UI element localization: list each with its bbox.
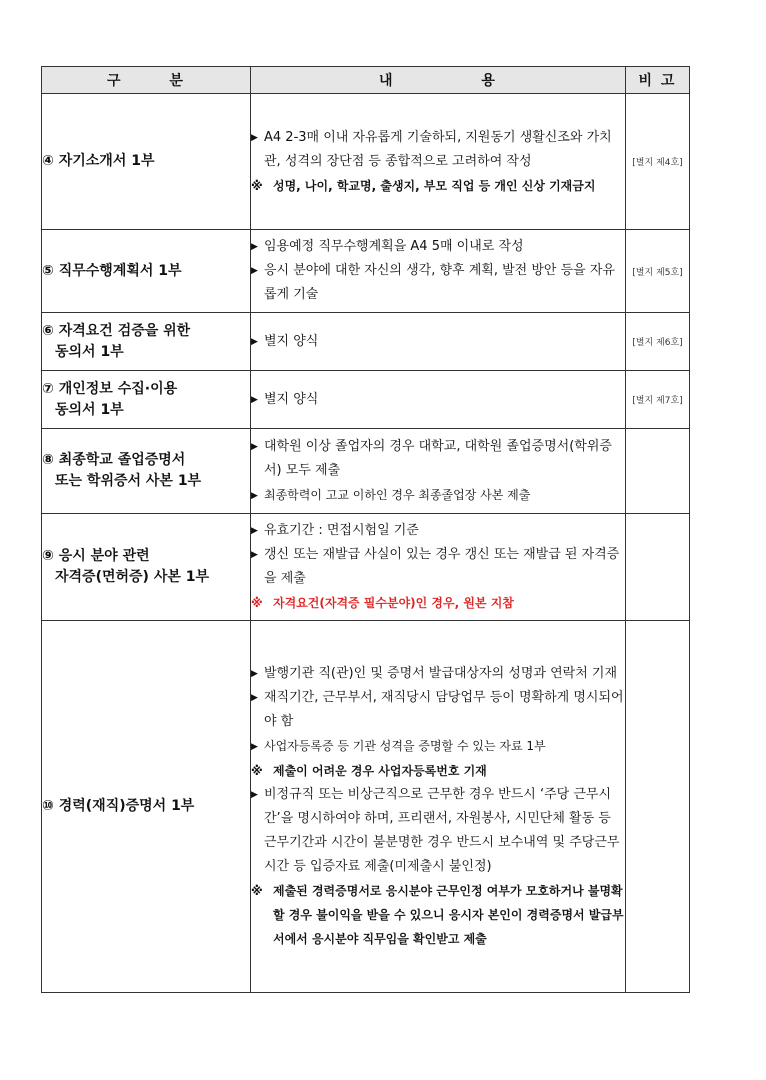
bullet-item: ▶ 비정규직 또는 비상근직으로 근무한 경우 반드시 ‘주당 근무시간’을 명시하여야 하며, 프리랜서, 자원봉사, 시민단체 활동 등 근무기간과 시간이 불분명한 경우 반드시 보수내역 및 주당근무시간 등 입증자료 제출(미제출시 불인정) <box>251 787 620 874</box>
document-requirements-table <box>41 66 690 993</box>
row-remark: [별지 제6호] <box>626 313 690 371</box>
bullet-item: ▶ 재직기간, 근무부서, 재직당시 담당업무 등이 명확하게 명시되어야 함 <box>251 690 624 729</box>
bullet-item: ▶ 대학원 이상 졸업자의 경우 대학교, 대학원 졸업증명서(학위증서) 모두 제출 <box>251 438 612 478</box>
row-category: ⑤ 직무수행계획서 1부 <box>42 230 251 313</box>
row-remark: [별지 제7호] <box>626 371 690 429</box>
row-content <box>251 94 626 230</box>
row-category: ⑥ 자격요건 검증을 위한 동의서 1부 <box>42 313 251 371</box>
bullet-item: ▶ A4 2-3매 이내 자유롭게 기술하되, 지원동기 생활신조와 가치관, 성격의 장단점 등 종합적으로 고려하여 작성 <box>251 129 612 169</box>
table-row <box>42 230 690 313</box>
table-row <box>42 313 690 371</box>
note-item: ※ 제출된 경력증명서로 응시분야 근무인정 여부가 모호하거나 불명확할 경우 불이익을 받을 수 있으니 응시자 본인이 경력증명서 발급부서에서 응시분야 직무임을 확인받고 제출 <box>251 884 624 946</box>
row-remark <box>626 621 690 993</box>
row-category: ⑨ 응시 분야 관련 자격증(면허증) 사본 1부 <box>42 514 251 621</box>
bullet-item: ▶ 유효기간 : 면접시험일 기준 <box>251 523 419 538</box>
row-category: ④ 자기소개서 1부 <box>42 94 251 230</box>
row-content <box>251 429 626 514</box>
table-row <box>42 621 690 993</box>
row-category: ⑧ 최종학교 졸업증명서 또는 학위증서 사본 1부 <box>42 429 251 514</box>
note-item-red: ※ 자격요건(자격증 필수분야)인 경우, 원본 지참 <box>251 596 514 610</box>
bullet-item: ▶ 갱신 또는 재발급 사실이 있는 경우 갱신 또는 재발급 된 자격증을 제출 <box>251 547 620 586</box>
bullet-item: ▶ 별지 양식 <box>251 333 319 349</box>
header-content: 내 용 <box>251 67 626 94</box>
bullet-item: ▶ 사업자등록증 등 기관 성격을 증명할 수 있는 자료 1부 <box>251 739 546 753</box>
row-content <box>251 230 626 313</box>
table-row <box>42 94 690 230</box>
bullet-item: ▶ 임용예정 직무수행계획을 A4 5매 이내로 작성 <box>251 239 524 254</box>
header-remark: 비 고 <box>626 67 690 94</box>
table-row <box>42 371 690 429</box>
row-content <box>251 371 626 429</box>
row-category: ⑩ 경력(재직)증명서 1부 <box>42 621 251 993</box>
header-category: 구 분 <box>42 67 251 94</box>
table-row <box>42 429 690 514</box>
row-content <box>251 621 626 993</box>
table-row <box>42 514 690 621</box>
row-content <box>251 514 626 621</box>
table-header-row <box>42 67 690 94</box>
note-item: ※ 성명, 나이, 학교명, 출생지, 부모 직업 등 개인 신상 기재금지 <box>251 178 596 193</box>
row-category: ⑦ 개인정보 수집·이용 동의서 1부 <box>42 371 251 429</box>
row-remark <box>626 514 690 621</box>
bullet-item: ▶ 최종학력이 고교 이하인 경우 최종졸업장 사본 제출 <box>251 487 531 502</box>
row-remark: [별지 제4호] <box>626 94 690 230</box>
row-remark <box>626 429 690 514</box>
row-remark: [별지 제5호] <box>626 230 690 313</box>
bullet-item: ▶ 발행기관 직(관)인 및 증명서 발급대상자의 성명과 연락처 기재 <box>251 666 618 681</box>
bullet-item: ▶ 응시 분야에 대한 자신의 생각, 향후 계획, 발전 방안 등을 자유롭게 기술 <box>251 263 615 302</box>
bullet-item: ▶ 별지 양식 <box>251 391 319 407</box>
row-content <box>251 313 626 371</box>
note-item: ※ 제출이 어려운 경우 사업자등록번호 기재 <box>251 764 487 778</box>
